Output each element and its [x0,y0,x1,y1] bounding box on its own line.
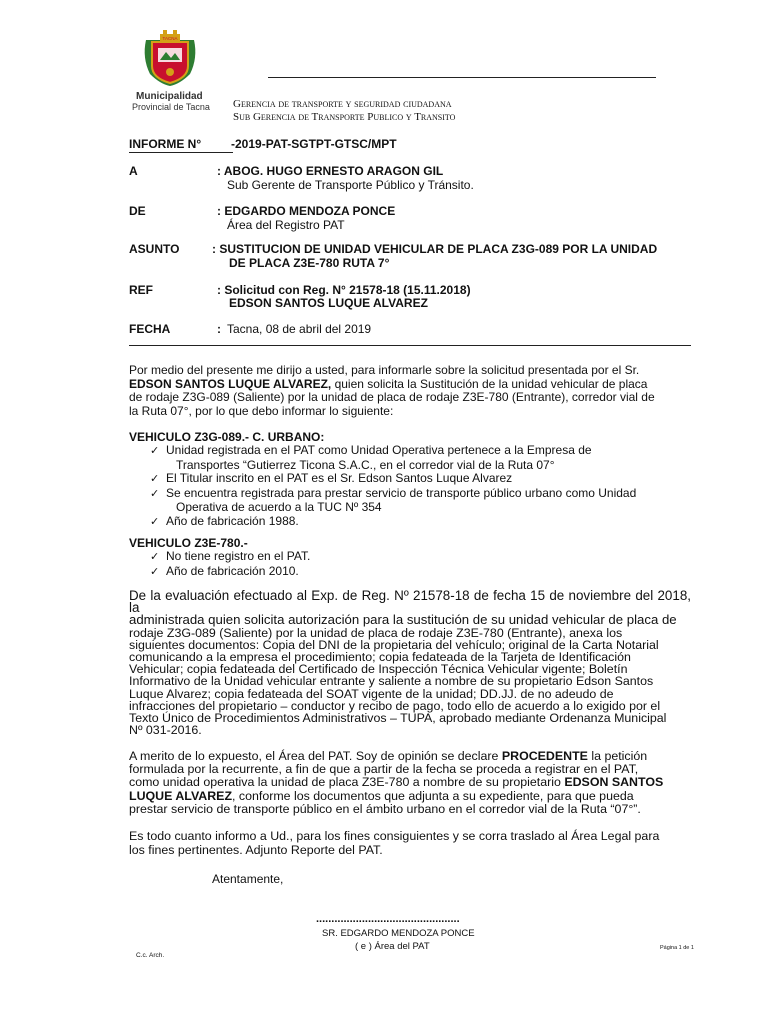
list-item-continuation [150,501,691,515]
evaluation-line: Luque Alvarez; copia fedateada del SOAT vigente de la unidad; DD.JJ. de no adeudo de [129,686,614,701]
intro-line-2 [129,378,691,392]
check-icon: ✓ [150,551,160,563]
merit-text: , conforme los documentos que adjunta a su expediente, para que pueda [232,788,634,803]
a-role: Sub Gerente de Transporte Público y Tránsito. [227,178,474,192]
list-item-continuation [150,459,691,473]
check-icon: ✓ [150,565,160,578]
page-number: Página 1 de 1 [660,945,694,951]
merit-text: la petición [587,749,648,763]
vehicle2-list [150,550,310,579]
evaluation-line: Vehicular; copia fedateada del Certificado de Inspección Técnica Vehicular vigente; Boletín [129,662,628,677]
de-role: Área del Registro PAT [227,218,345,232]
list-item [150,472,691,487]
list-item [150,487,691,502]
municipality-province: Provincial de Tacna [132,102,210,112]
evaluation-line: siguientes documentos: Copia del DNI de la propietaria del vehículo; original de la Carta Notarial [129,637,659,652]
list-item [150,444,691,459]
intro-line-2-text: quien solicita la Sustitución de la unidad vehicular de placa [331,376,648,391]
list-item-text: Unidad registrada en el PAT como Unidad Operativa pertenece a la Empresa de [166,443,592,457]
list-item-text: Se encuentra registrada para prestar servicio de transporte público urbano como Unidad [166,485,637,500]
signature-name: SR. EDGARDO MENDOZA PONCE [322,928,475,939]
vehicle1-title: VEHICULO Z3G-089.- C. URBANO: [129,430,325,444]
ref-line1: : Solicitud con Reg. N° 21578-18 (15.11.2018) [217,283,471,297]
informe-underline [129,152,233,153]
vehicle1-list [150,444,691,529]
ref-label: REF [129,283,153,297]
municipal-seal-icon [130,28,210,88]
municipality-logo [130,28,210,110]
list-item [150,515,691,530]
list-item-text: No tiene registro en el PAT. [166,549,311,563]
list-item-text: Año de fabricación 1988. [166,513,299,528]
intro-line-1: Por medio del presente me dirijo a usted, para informarle sobre la solicitud presentada por el Sr. [129,363,640,377]
evaluation-line: infracciones del propietario – conductor y recibo de pago, todo ello de acuerdo a lo exigido por el [129,698,661,713]
asunto-line2: DE PLACA Z3E-780 RUTA 7° [229,256,390,270]
vehicle2-title: VEHICULO Z3E-780.- [129,536,248,550]
list-item-text: Año de fabricación 2010. [166,563,299,578]
informe-number: -2019-PAT-SGTPT-GTSC/MPT [231,137,397,151]
merit-line-4 [129,790,691,803]
merit-text: A merito de lo expuesto, el Área del PAT. Soy de opinión se declare [129,749,502,763]
fecha-sep: : [217,322,221,336]
municipality-name: Municipalidad [136,91,203,102]
asunto-label: ASUNTO [129,242,180,256]
closing-line-2: los fines pertinentes. Adjunto Reporte del PAT. [129,842,383,857]
intro-line-4: la Ruta 07°, por lo que debo informar lo siguiente: [129,403,394,418]
fields-separator [129,345,691,346]
check-icon: ✓ [150,445,160,457]
list-item [150,565,310,580]
signature-dots: ............................................... [316,913,460,925]
evaluation-line: Nº 031-2016. [129,723,202,738]
list-item-text: El Titular inscrito en el PAT es el Sr. Edson Santos Luque Alvarez [166,471,513,485]
gerencia-title: Gerencia de transporte y seguridad ciudadana [233,98,452,110]
fecha-value: Tacna, 08 de abril del 2019 [227,322,372,336]
de-label: DE [129,204,146,218]
atentamente: Atentamente, [212,872,284,886]
evaluation-paragraph [129,590,691,736]
owner-name: EDSON SANTOS [564,775,664,790]
closing-paragraph [129,830,691,857]
informe-label: INFORME N° [129,137,202,151]
check-icon: ✓ [150,515,160,528]
merit-paragraph [129,750,691,816]
de-name: : EDGARDO MENDOZA PONCE [217,204,396,218]
evaluation-line: De la evaluación efectuado al Exp. de Reg. Nº 21578-18 de fecha 15 de noviembre del 2018, la [129,588,691,616]
signature-role: ( e ) Área del PAT [355,941,430,952]
check-icon: ✓ [150,487,160,500]
a-name: : ABOG. HUGO ERNESTO ARAGON GIL [217,164,444,178]
merit-line-5: prestar servicio de transporte público en el ámbito urbano en el corredor vial de la Ruta “07°”. [129,801,641,816]
fecha-label: FECHA [129,322,171,336]
svg-text:TACNA: TACNA [162,36,178,41]
procedente-text: PROCEDENTE [501,749,588,763]
subgerencia-title: Sub Gerencia de Transporte Publico y Transito [233,111,456,123]
asunto-line1: : SUSTITUCION DE UNIDAD VEHICULAR DE PLACA Z3G-089 POR LA UNIDAD [212,242,658,256]
list-item-text: Transportes “Gutierrez Ticona S.A.C., en el corredor vial de la Ruta 07° [176,457,555,472]
merit-line-2: formulada por la recurrente, a fin de que a partir de la fecha se proceda a registrar en el PAT, [129,762,639,777]
intro-paragraph [129,364,691,418]
list-item [150,550,310,565]
evaluation-line: Texto Único de Procedimientos Administrativos – TUPA, aprobado mediante Ordenanza Municipal [129,711,667,726]
list-item-text: Operativa de acuerdo a la TUC Nº 354 [176,500,382,514]
applicant-name: EDSON SANTOS LUQUE ALVAREZ, [129,376,332,391]
intro-line-3: de rodaje Z3G-089 (Saliente) por la unidad de placa de rodaje Z3E-780 (Entrante), corredor vial de [129,390,655,404]
evaluation-line: administrada quien solicita autorización para la sustitución de su unidad vehicular de placa de [129,612,677,628]
closing-line-1: Es todo cuanto informo a Ud., para los fines consiguientes y se corra traslado al Área Legal para [129,829,660,843]
merit-text: como unidad operativa la unidad de placa Z3E-780 a nombre de su propietario [129,775,565,790]
evaluation-line: Informativo de la Unidad vehicular entrante y saliente a nombre de su propietario Edson Santos [129,674,654,689]
evaluation-line: comunicando a la empresa el procedimiento; copia fedateada de la Tarjeta de Identificación [129,650,631,665]
check-icon: ✓ [150,473,160,485]
cc-archive: C.c. Arch. [136,952,165,959]
evaluation-line: rodaje Z3G-089 (Saliente) por la unidad de placa de rodaje Z3E-780 (Entrante), anexa los [129,625,623,640]
owner-name: LUQUE ALVAREZ [129,788,233,803]
ref-line2: EDSON SANTOS LUQUE ALVAREZ [229,296,428,310]
header-rule [268,77,656,78]
a-label: A [129,164,138,178]
